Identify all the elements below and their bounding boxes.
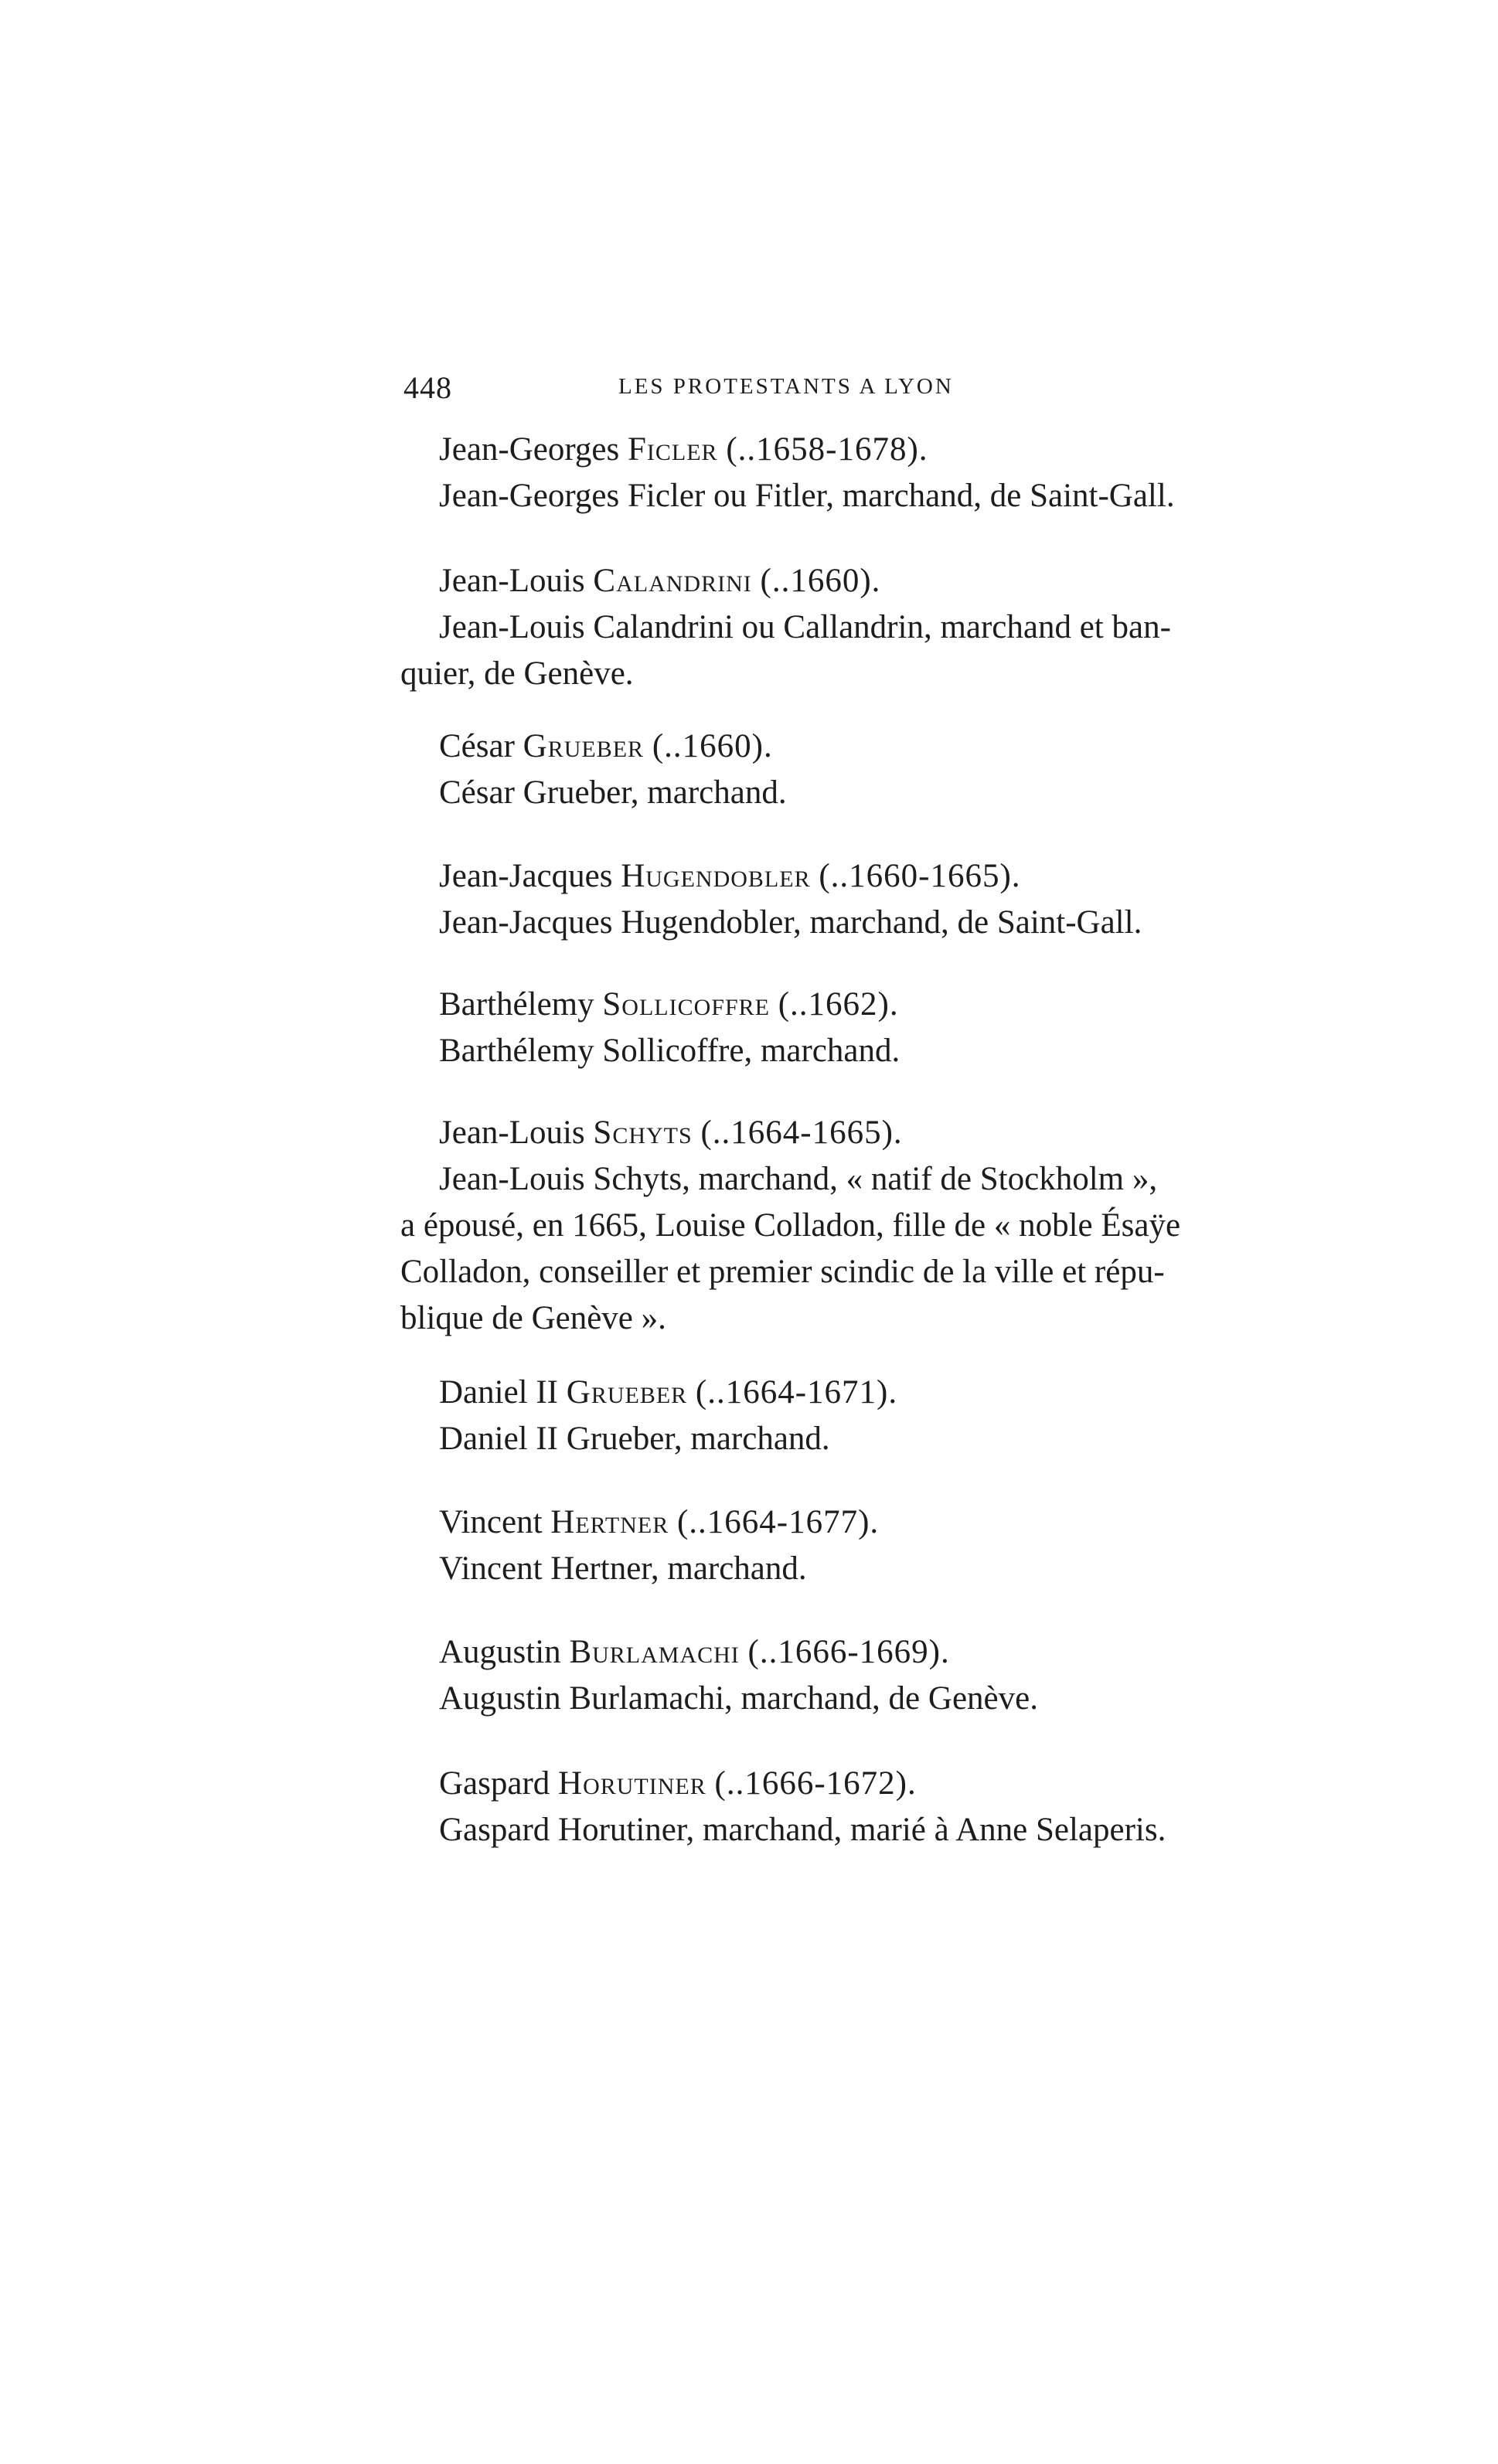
surname: Burlamachi — [569, 1634, 740, 1670]
given-name: Jean-Georges — [439, 431, 620, 468]
entry-hugendobler — [400, 853, 1221, 946]
surname: Grueber — [566, 1374, 688, 1411]
entry-daniel-grueber — [400, 1370, 1221, 1462]
dates: (..1658-1678). — [726, 431, 928, 468]
entry-heading — [400, 982, 1221, 1028]
entry-ficler — [400, 427, 1221, 519]
entry-description: Augustin Burlamachi, marchand, de Genève. — [439, 1680, 1038, 1717]
entry-description: Jean-Jacques Hugendobler, marchand, de Saint-Gall. — [439, 904, 1142, 941]
entry-description-line: a épousé, en 1665, Louise Colladon, fille de « noble Ésaÿe — [400, 1207, 1181, 1244]
surname: Ficler — [627, 431, 718, 468]
given-name: Daniel II — [439, 1374, 559, 1411]
entry-hertner — [400, 1499, 1221, 1592]
given-name: Jean-Louis — [439, 563, 585, 599]
dates: (..1660). — [760, 563, 881, 599]
dates: (..1662). — [778, 986, 899, 1023]
dates: (..1664-1671). — [695, 1374, 898, 1411]
dates: (..1660-1665). — [819, 858, 1021, 894]
surname: Sollicoffre — [602, 986, 770, 1023]
entry-calandrini — [400, 558, 1221, 697]
surname: Calandrini — [593, 563, 752, 599]
surname: Hugendobler — [621, 858, 811, 894]
dates: (..1664-1665). — [700, 1115, 903, 1151]
entry-heading — [400, 1761, 1221, 1807]
dates: (..1666-1669). — [747, 1634, 950, 1670]
entry-heading — [400, 853, 1221, 900]
entry-cesar-grueber — [400, 723, 1221, 816]
surname: Horutiner — [558, 1765, 706, 1802]
entry-description: Gaspard Horutiner, marchand, marié à Anne Selaperis. — [439, 1812, 1166, 1848]
entry-description-line: Jean-Louis Schyts, marchand, « natif de Stockholm », — [439, 1161, 1158, 1197]
given-name: Gaspard — [439, 1765, 550, 1802]
entry-sollicoffre — [400, 982, 1221, 1074]
entry-heading — [400, 1629, 1221, 1676]
entry-heading — [400, 1110, 1221, 1156]
surname: Hertner — [550, 1504, 669, 1540]
page-number: 448 — [403, 370, 452, 405]
entry-horutiner — [400, 1761, 1221, 1853]
dates: (..1660). — [652, 728, 773, 764]
entry-description-line: blique de Genève ». — [400, 1300, 666, 1336]
entry-description: César Grueber, marchand. — [439, 774, 787, 811]
given-name: Augustin — [439, 1634, 561, 1670]
entry-burlamachi — [400, 1629, 1221, 1722]
given-name: Jean-Jacques — [439, 858, 613, 894]
surname: Schyts — [593, 1115, 693, 1151]
entry-description-line: quier, de Genève. — [400, 655, 634, 692]
entry-schyts — [400, 1110, 1221, 1342]
entry-heading — [400, 1499, 1221, 1546]
entry-heading — [400, 558, 1221, 604]
entry-description: Daniel II Grueber, marchand. — [439, 1421, 830, 1457]
entry-heading — [400, 723, 1221, 770]
dates: (..1666-1672). — [714, 1765, 917, 1802]
entry-description: Barthélemy Sollicoffre, marchand. — [439, 1033, 901, 1069]
entry-description: Vincent Hertner, marchand. — [439, 1550, 807, 1587]
entry-heading — [400, 1370, 1221, 1416]
entry-description-line: Colladon, conseiller et premier scindic de la ville et répu- — [400, 1254, 1165, 1290]
entry-heading — [400, 427, 1221, 473]
entry-description-line: Jean-Louis Calandrini ou Callandrin, marchand et ban- — [439, 609, 1171, 645]
given-name: Barthélemy — [439, 986, 594, 1023]
entry-description: Jean-Georges Ficler ou Fitler, marchand, de Saint-Gall. — [439, 478, 1175, 514]
given-name: Vincent — [439, 1504, 543, 1540]
given-name: César — [439, 728, 515, 764]
running-title: LES PROTESTANTS A LYON — [618, 374, 954, 399]
surname: Grueber — [523, 728, 645, 764]
given-name: Jean-Louis — [439, 1115, 585, 1151]
dates: (..1664-1677). — [676, 1504, 880, 1540]
